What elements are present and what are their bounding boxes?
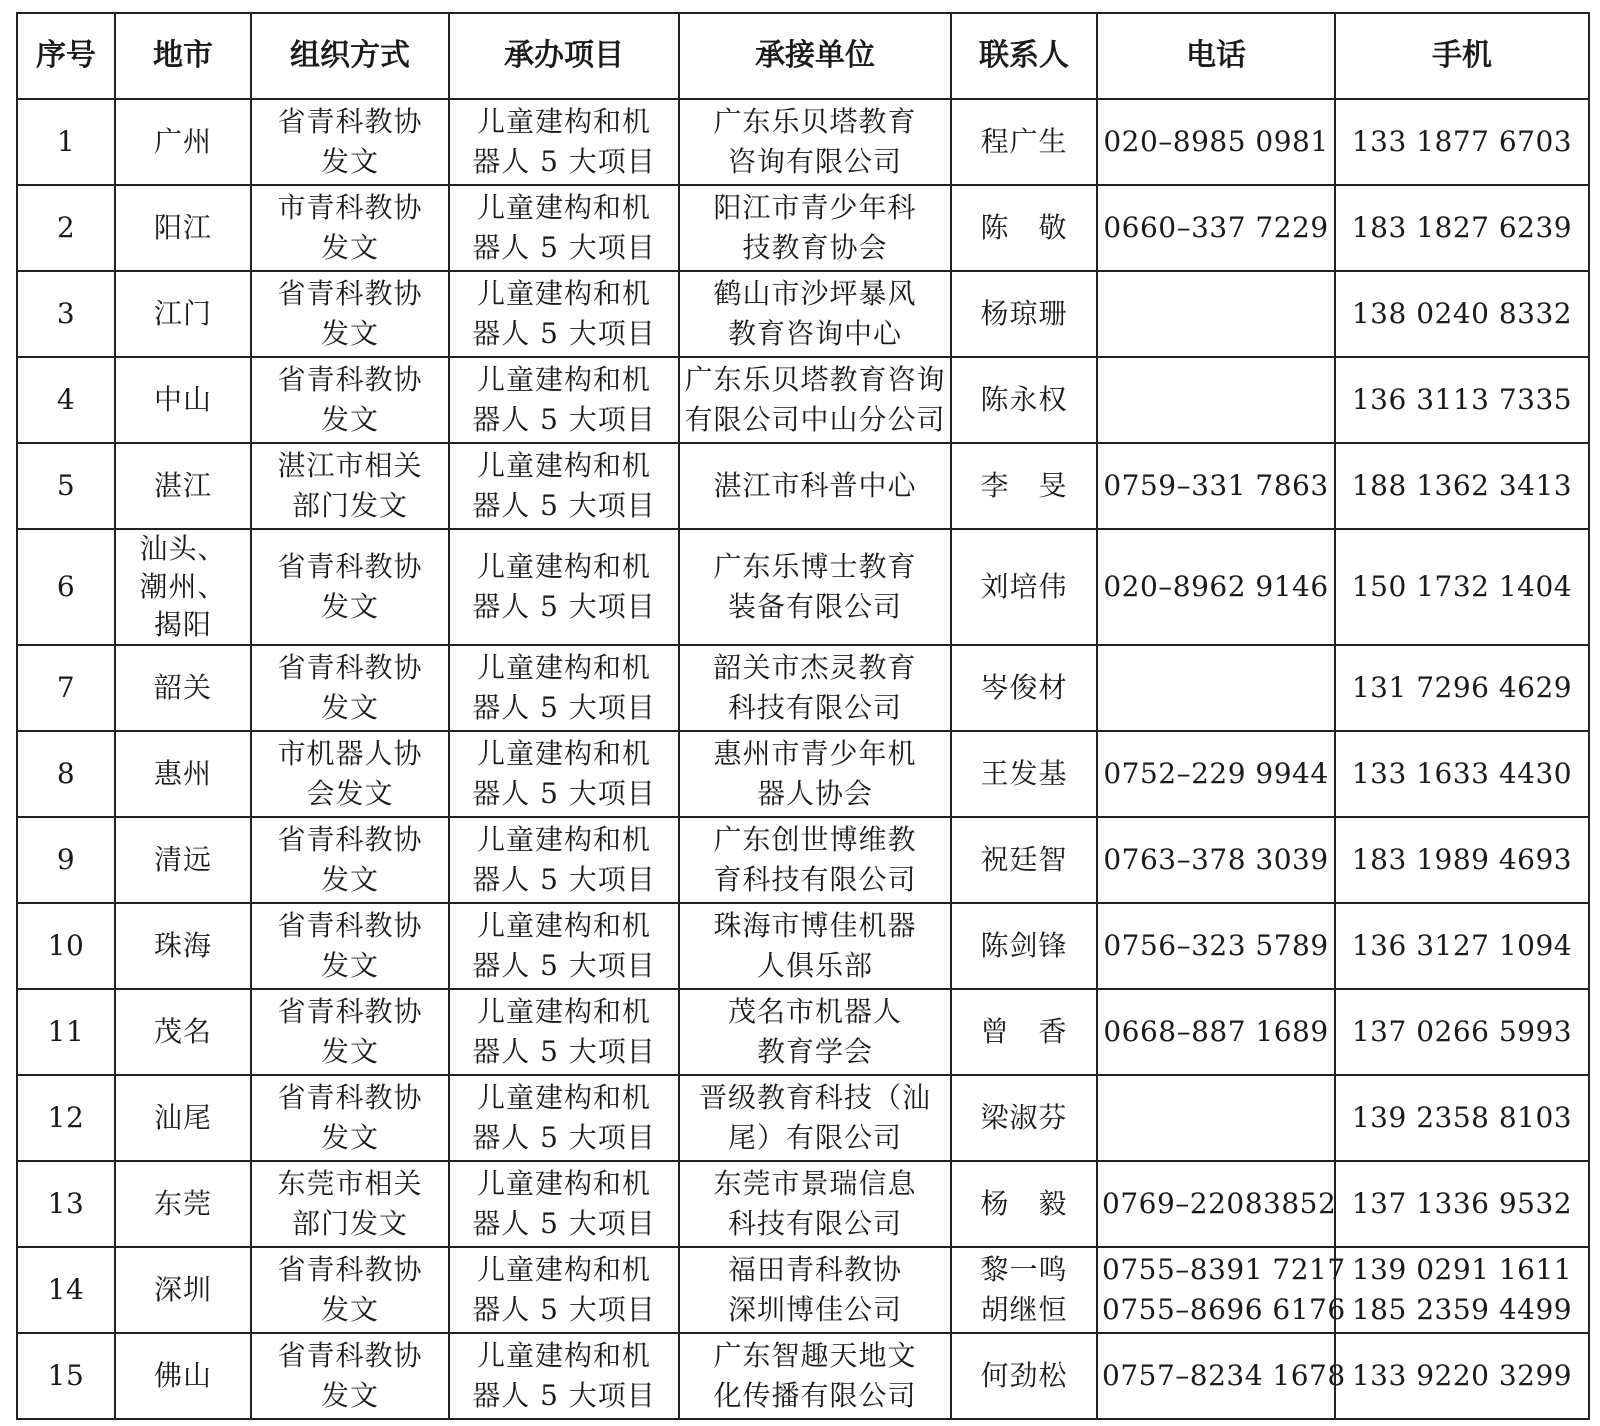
table-row <box>17 1075 1589 1161</box>
cell-org-method <box>251 1333 449 1419</box>
cell-phone-line: 0752–229 9944 <box>1103 757 1329 790</box>
table-row <box>17 817 1589 903</box>
cell-project-line: 儿童建构和机 <box>476 737 651 770</box>
cell-org-method-line: 省青科教协 <box>277 1253 423 1286</box>
cell-mobile-line: 138 0240 8332 <box>1351 297 1573 330</box>
cell-org-method-line: 发文 <box>320 1293 379 1326</box>
cell-city: 深圳 <box>115 1247 251 1333</box>
cell-phone <box>1097 1161 1335 1247</box>
cell-unit-line: 惠州市青少年机 <box>713 737 917 770</box>
cell-org-method <box>251 1161 449 1247</box>
cell-contact <box>951 443 1097 529</box>
cell-project-line: 器人 5 大项目 <box>472 1035 656 1068</box>
cell-mobile-line: 139 2358 8103 <box>1351 1101 1573 1134</box>
table-row <box>17 989 1589 1075</box>
cell-unit-line: 教育咨询中心 <box>727 317 902 350</box>
cell-unit-line: 化传播有限公司 <box>713 1379 917 1412</box>
cell-phone-line: 0759–331 7863 <box>1103 469 1329 502</box>
table-row <box>17 645 1589 731</box>
cell-project-line: 器人 5 大项目 <box>472 489 656 522</box>
cell-phone <box>1097 731 1335 817</box>
cell-phone-line: 0756–323 5789 <box>1103 929 1329 962</box>
cell-unit <box>679 1161 951 1247</box>
cell-org-method-line: 省青科教协 <box>277 277 423 310</box>
cell-project <box>449 443 679 529</box>
cell-org-method-line: 发文 <box>320 317 379 350</box>
cell-index: 9 <box>17 817 115 903</box>
cell-city: 韶关 <box>115 645 251 731</box>
cell-phone <box>1097 443 1335 529</box>
cell-project-line: 儿童建构和机 <box>476 449 651 482</box>
cell-mobile-line: 183 1827 6239 <box>1351 211 1573 244</box>
cell-mobile <box>1335 529 1589 645</box>
cell-contact-line: 李 旻 <box>980 469 1068 502</box>
cell-mobile <box>1335 645 1589 731</box>
cell-org-method-line: 发文 <box>320 145 379 178</box>
cell-city: 茂名 <box>115 989 251 1075</box>
cell-org-method-line: 发文 <box>320 1121 379 1154</box>
header-city: 地市 <box>115 13 251 99</box>
cell-phone-line: 0755–8696 6176 <box>1102 1293 1346 1326</box>
cell-mobile <box>1335 357 1589 443</box>
cell-project-line: 儿童建构和机 <box>476 363 651 396</box>
cell-contact-line: 杨琼珊 <box>980 297 1068 330</box>
cell-phone-line: 0660–337 7229 <box>1103 211 1329 244</box>
cell-project-line: 器人 5 大项目 <box>472 317 656 350</box>
cell-city: 汕尾 <box>115 1075 251 1161</box>
cell-unit-line: 人俱乐部 <box>756 949 873 982</box>
cell-unit-line: 科技有限公司 <box>727 691 902 724</box>
cell-phone <box>1097 99 1335 185</box>
cell-unit <box>679 1333 951 1419</box>
cell-phone <box>1097 1247 1346 1333</box>
cell-project-line: 器人 5 大项目 <box>472 863 656 896</box>
cell-unit <box>679 99 951 185</box>
cell-contact <box>951 903 1097 989</box>
cell-phone <box>1097 1333 1346 1419</box>
header-project: 承办项目 <box>449 13 679 99</box>
cell-mobile-line: 137 1336 9532 <box>1351 1187 1573 1220</box>
cell-project-line: 器人 5 大项目 <box>472 1207 656 1240</box>
cell-city: 广州 <box>115 99 251 185</box>
cell-project <box>449 645 679 731</box>
cell-mobile-line: 139 0291 1611 <box>1351 1253 1573 1286</box>
cell-index: 3 <box>17 271 115 357</box>
cell-index: 5 <box>17 443 115 529</box>
cell-unit <box>679 903 951 989</box>
cell-org-method-line: 市青科教协 <box>277 191 423 224</box>
cell-city: 清远 <box>115 817 251 903</box>
cell-contact <box>951 185 1097 271</box>
cell-contact-line: 黎一鸣 <box>980 1253 1068 1286</box>
cell-phone <box>1097 357 1335 443</box>
cell-mobile <box>1335 443 1589 529</box>
cell-mobile <box>1335 1161 1589 1247</box>
cell-contact <box>951 271 1097 357</box>
cell-project-line: 器人 5 大项目 <box>472 590 656 623</box>
cell-project-line: 儿童建构和机 <box>476 651 651 684</box>
cell-project-line: 儿童建构和机 <box>476 550 651 583</box>
header-phone: 电话 <box>1097 13 1335 99</box>
cell-project-line: 器人 5 大项目 <box>472 145 656 178</box>
cell-project-line: 器人 5 大项目 <box>472 691 656 724</box>
cell-project <box>449 185 679 271</box>
table-row <box>17 357 1589 443</box>
cell-contact <box>951 1247 1097 1333</box>
cell-project <box>449 817 679 903</box>
cell-unit <box>679 185 951 271</box>
cell-project <box>449 529 679 645</box>
cell-org-method <box>251 1075 449 1161</box>
cell-org-method-line: 省青科教协 <box>277 909 423 942</box>
cell-contact-line: 陈 敬 <box>980 211 1068 244</box>
cell-org-method-line: 发文 <box>320 1035 379 1068</box>
cell-contact-line: 胡继恒 <box>980 1293 1068 1326</box>
cell-org-method-line: 东莞市相关 <box>277 1167 423 1200</box>
cell-contact <box>951 357 1097 443</box>
cell-contact <box>951 645 1097 731</box>
cell-unit <box>679 1247 951 1333</box>
cell-contact <box>951 529 1097 645</box>
cell-org-method-line: 湛江市相关 <box>277 449 423 482</box>
cell-org-method-line: 发文 <box>320 863 379 896</box>
cell-contact-line: 王发基 <box>980 757 1068 790</box>
cell-unit-line: 广东乐贝塔教育咨询 <box>684 363 946 396</box>
cell-unit-line: 韶关市杰灵教育 <box>713 651 917 684</box>
cell-project-line: 儿童建构和机 <box>476 277 651 310</box>
cell-org-method-line: 发文 <box>320 1379 379 1412</box>
table-row <box>17 903 1589 989</box>
cell-unit <box>679 529 951 645</box>
cell-org-method-line: 省青科教协 <box>277 823 423 856</box>
cell-project-line: 儿童建构和机 <box>476 995 651 1028</box>
cell-unit-line: 广东乐贝塔教育 <box>713 105 917 138</box>
cell-contact-line: 程广生 <box>980 125 1068 158</box>
cell-org-method <box>251 357 449 443</box>
cell-project-line: 器人 5 大项目 <box>472 949 656 982</box>
table-row <box>17 1247 1589 1333</box>
cell-mobile-line: 188 1362 3413 <box>1351 469 1573 502</box>
cell-contact <box>951 99 1097 185</box>
cell-contact-line: 岑俊材 <box>980 671 1068 704</box>
cell-project-line: 器人 5 大项目 <box>472 1121 656 1154</box>
cell-phone <box>1097 185 1335 271</box>
cell-unit-line: 深圳博佳公司 <box>727 1293 902 1326</box>
cell-org-method <box>251 817 449 903</box>
cell-contact-line: 曾 香 <box>980 1015 1068 1048</box>
header-row <box>17 13 1589 99</box>
cell-contact-line: 刘培伟 <box>980 570 1068 603</box>
cell-project-line: 儿童建构和机 <box>476 1253 651 1286</box>
cell-org-method-line: 发文 <box>320 691 379 724</box>
cell-unit-line: 育科技有限公司 <box>713 863 917 896</box>
cell-index: 15 <box>17 1333 115 1419</box>
cell-unit <box>679 817 951 903</box>
cell-phone-line: 020–8985 0981 <box>1103 125 1329 158</box>
table-body <box>17 99 1589 1419</box>
cell-org-method <box>251 989 449 1075</box>
cell-org-method-line: 省青科教协 <box>277 550 423 583</box>
table-row <box>17 185 1589 271</box>
cell-unit <box>679 443 951 529</box>
cell-city: 中山 <box>115 357 251 443</box>
cell-project-line: 儿童建构和机 <box>476 1167 651 1200</box>
cell-phone-line: 0668–887 1689 <box>1103 1015 1329 1048</box>
contact-table-sheet <box>16 12 1588 1416</box>
cell-org-method <box>251 731 449 817</box>
cell-unit-line: 教育学会 <box>756 1035 873 1068</box>
cell-project <box>449 357 679 443</box>
cell-project <box>449 271 679 357</box>
cell-org-method-line: 部门发文 <box>291 1207 408 1240</box>
cell-mobile-line: 131 7296 4629 <box>1351 671 1573 704</box>
cell-index: 6 <box>17 529 115 645</box>
cell-index: 13 <box>17 1161 115 1247</box>
cell-mobile-line: 137 0266 5993 <box>1351 1015 1573 1048</box>
cell-org-method-line: 省青科教协 <box>277 105 423 138</box>
cell-unit <box>679 645 951 731</box>
cell-unit-line: 技教育协会 <box>742 231 888 264</box>
cell-org-method <box>251 271 449 357</box>
cell-contact <box>951 1075 1097 1161</box>
cell-mobile-line: 136 3127 1094 <box>1351 929 1573 962</box>
cell-mobile-line: 133 1633 4430 <box>1351 757 1573 790</box>
cell-unit-line: 湛江市科普中心 <box>713 469 917 502</box>
header-index: 序号 <box>17 13 115 99</box>
cell-phone-line: 0757–8234 1678 <box>1102 1359 1346 1392</box>
cell-project <box>449 1161 679 1247</box>
cell-org-method <box>251 529 449 645</box>
cell-project <box>449 1333 679 1419</box>
cell-org-method-line: 省青科教协 <box>277 995 423 1028</box>
cell-city: 江门 <box>115 271 251 357</box>
cell-index: 1 <box>17 99 115 185</box>
cell-phone <box>1097 989 1335 1075</box>
cell-phone-line: 0763–378 3039 <box>1103 843 1329 876</box>
cell-org-method-line: 发文 <box>320 949 379 982</box>
table-row <box>17 443 1589 529</box>
cell-unit-line: 器人协会 <box>756 777 873 810</box>
table-row <box>17 529 1589 645</box>
cell-project <box>449 1247 679 1333</box>
cell-project <box>449 731 679 817</box>
cell-phone-line: 020–8962 9146 <box>1103 570 1329 603</box>
cell-phone <box>1097 1075 1335 1161</box>
cell-unit-line: 鹤山市沙坪暴风 <box>713 277 917 310</box>
cell-unit-line: 广东创世博维教 <box>713 823 917 856</box>
cell-org-method-line: 省青科教协 <box>277 363 423 396</box>
cell-contact-line: 何劲松 <box>980 1359 1068 1392</box>
cell-project <box>449 1075 679 1161</box>
cell-unit <box>679 1075 951 1161</box>
cell-unit-line: 晋级教育科技（汕 <box>698 1081 931 1114</box>
cell-project-line: 儿童建构和机 <box>476 909 651 942</box>
cell-mobile <box>1335 185 1589 271</box>
cell-org-method-line: 发文 <box>320 590 379 623</box>
cell-mobile <box>1335 1247 1589 1333</box>
contact-table <box>16 12 1590 1420</box>
cell-contact <box>951 731 1097 817</box>
cell-contact <box>951 817 1097 903</box>
cell-phone-line: 0769–22083852 <box>1102 1187 1337 1220</box>
table-row <box>17 271 1589 357</box>
table-row <box>17 99 1589 185</box>
cell-contact-line: 陈永权 <box>980 383 1068 416</box>
cell-org-method-line: 省青科教协 <box>277 1081 423 1114</box>
cell-mobile-line: 133 1877 6703 <box>1351 125 1573 158</box>
cell-unit-line: 广东智趣天地文 <box>713 1339 917 1372</box>
cell-project <box>449 99 679 185</box>
cell-mobile <box>1335 817 1589 903</box>
cell-unit-line: 珠海市博佳机器 <box>713 909 917 942</box>
cell-project <box>449 903 679 989</box>
cell-org-method-line: 省青科教协 <box>277 1339 423 1372</box>
cell-mobile <box>1335 903 1589 989</box>
cell-org-method <box>251 185 449 271</box>
cell-city: 湛江 <box>115 443 251 529</box>
cell-org-method-line: 市机器人协 <box>277 737 423 770</box>
cell-city: 惠州 <box>115 731 251 817</box>
cell-unit-line: 咨询有限公司 <box>727 145 902 178</box>
cell-index: 10 <box>17 903 115 989</box>
cell-unit-line: 茂名市机器人 <box>727 995 902 1028</box>
cell-contact-line: 梁淑芬 <box>980 1101 1068 1134</box>
cell-project-line: 儿童建构和机 <box>476 105 651 138</box>
cell-unit-line: 科技有限公司 <box>727 1207 902 1240</box>
cell-project-line: 儿童建构和机 <box>476 823 651 856</box>
cell-mobile-line: 133 9220 3299 <box>1351 1359 1573 1392</box>
header-org-method: 组织方式 <box>251 13 449 99</box>
cell-contact-line: 杨 毅 <box>980 1187 1068 1220</box>
cell-unit-line: 有限公司中山分公司 <box>684 403 946 436</box>
cell-unit <box>679 989 951 1075</box>
table-row <box>17 1161 1589 1247</box>
cell-unit-line: 尾）有限公司 <box>727 1121 902 1154</box>
cell-contact-line: 陈剑锋 <box>980 929 1068 962</box>
cell-mobile <box>1335 731 1589 817</box>
header-contact: 联系人 <box>951 13 1097 99</box>
cell-project-line: 器人 5 大项目 <box>472 403 656 436</box>
cell-contact <box>951 989 1097 1075</box>
cell-index: 4 <box>17 357 115 443</box>
cell-mobile-line: 185 2359 4499 <box>1351 1293 1573 1326</box>
cell-unit-line: 装备有限公司 <box>727 590 902 623</box>
cell-org-method <box>251 645 449 731</box>
cell-contact <box>951 1161 1097 1247</box>
cell-mobile-line: 136 3113 7335 <box>1351 383 1573 416</box>
cell-city: 珠海 <box>115 903 251 989</box>
cell-project-line: 儿童建构和机 <box>476 1081 651 1114</box>
cell-city: 汕头、潮州、揭阳 <box>115 529 251 645</box>
cell-index: 12 <box>17 1075 115 1161</box>
cell-city: 佛山 <box>115 1333 251 1419</box>
cell-project-line: 儿童建构和机 <box>476 1339 651 1372</box>
cell-mobile-line: 183 1989 4693 <box>1351 843 1573 876</box>
cell-org-method-line: 发文 <box>320 231 379 264</box>
cell-mobile <box>1335 99 1589 185</box>
cell-org-method-line: 会发文 <box>306 777 394 810</box>
cell-project-line: 器人 5 大项目 <box>472 777 656 810</box>
cell-unit-line: 东莞市景瑞信息 <box>713 1167 917 1200</box>
cell-org-method-line: 部门发文 <box>291 489 408 522</box>
cell-index: 14 <box>17 1247 115 1333</box>
cell-phone <box>1097 645 1335 731</box>
cell-project <box>449 989 679 1075</box>
cell-org-method <box>251 443 449 529</box>
cell-index: 7 <box>17 645 115 731</box>
cell-phone <box>1097 529 1335 645</box>
cell-org-method-line: 省青科教协 <box>277 651 423 684</box>
cell-unit <box>679 271 951 357</box>
cell-unit-line: 福田青科教协 <box>727 1253 902 1286</box>
cell-phone <box>1097 817 1335 903</box>
cell-org-method <box>251 1247 449 1333</box>
cell-mobile <box>1335 1075 1589 1161</box>
cell-phone <box>1097 271 1335 357</box>
cell-mobile-line: 150 1732 1404 <box>1351 570 1573 603</box>
cell-unit <box>679 357 951 443</box>
table-row <box>17 731 1589 817</box>
cell-phone-line: 0755–8391 7217 <box>1102 1253 1346 1286</box>
cell-city: 东莞 <box>115 1161 251 1247</box>
cell-mobile <box>1335 271 1589 357</box>
table-row <box>17 1333 1589 1419</box>
cell-org-method <box>251 903 449 989</box>
cell-index: 8 <box>17 731 115 817</box>
cell-org-method <box>251 99 449 185</box>
cell-unit-line: 阳江市青少年科 <box>713 191 917 224</box>
header-unit: 承接单位 <box>679 13 951 99</box>
cell-index: 2 <box>17 185 115 271</box>
cell-project-line: 儿童建构和机 <box>476 191 651 224</box>
cell-city: 阳江 <box>115 185 251 271</box>
cell-unit <box>679 731 951 817</box>
cell-org-method-line: 发文 <box>320 403 379 436</box>
cell-index: 11 <box>17 989 115 1075</box>
cell-project-line: 器人 5 大项目 <box>472 1379 656 1412</box>
cell-contact-line: 祝廷智 <box>980 843 1068 876</box>
cell-contact <box>951 1333 1097 1419</box>
cell-project-line: 器人 5 大项目 <box>472 231 656 264</box>
cell-project-line: 器人 5 大项目 <box>472 1293 656 1326</box>
cell-unit-line: 广东乐博士教育 <box>713 550 917 583</box>
cell-mobile <box>1335 989 1589 1075</box>
cell-mobile <box>1335 1333 1589 1419</box>
cell-phone <box>1097 903 1335 989</box>
header-mobile: 手机 <box>1335 13 1589 99</box>
